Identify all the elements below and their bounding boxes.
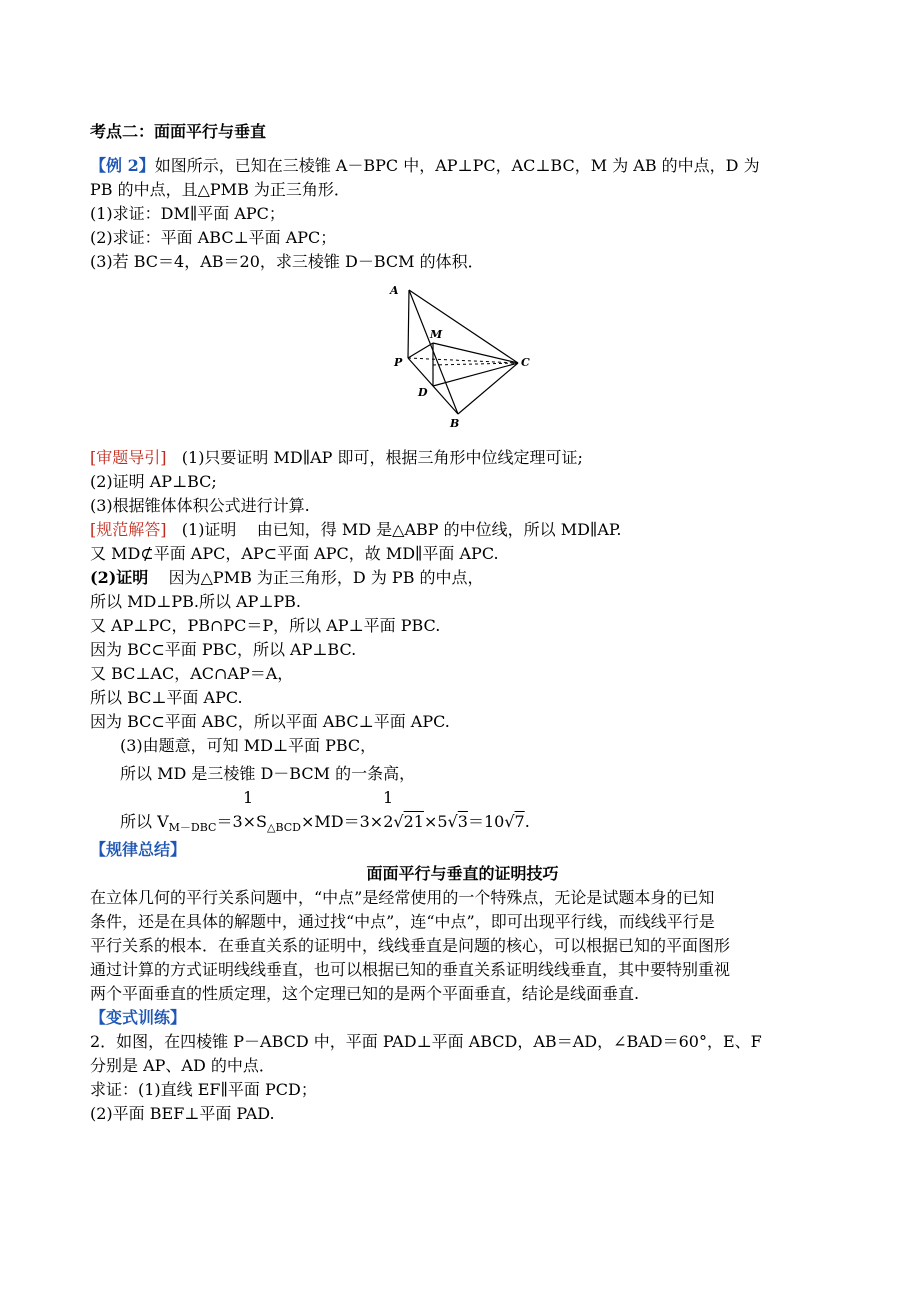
solution-tag: [规范解答] [90,520,167,539]
label-a: A [390,284,399,297]
question-1: (1)求证：DM∥平面 APC； [90,204,285,223]
solution-line-4: 所以 MD⊥PB.所以 AP⊥PB. [90,592,302,611]
summary-tag: 【规律总结】 [90,840,187,859]
example-line-1 [90,154,835,178]
label-m: M [430,328,443,341]
proof-1-label: (1)证明 [181,520,237,539]
example-tag: 【例 2】 [90,156,155,175]
question-2: (2)求证：平面 ABC⊥平面 APC； [90,228,337,247]
document-page [90,120,835,1126]
fraction-numerator-2: 1 [383,788,394,807]
label-p: P [394,356,403,369]
pyramid-diagram [380,280,540,430]
example-text-1: 如图所示，已知在三棱锥 A－BPC 中，AP⊥PC，AC⊥BC，M 为 AB 的中点，D 为 [154,156,760,175]
label-d: D [418,386,428,399]
volume-formula [90,786,835,838]
solution-line-11: 所以 MD 是三棱锥 D－BCM 的一条高， [120,764,416,783]
guide-line-1 [90,446,835,470]
practice-line-3: 求证：(1)直线 EF∥平面 PCD； [90,1080,317,1099]
solution-line-3 [90,566,835,590]
hidden-line [433,363,518,365]
edge-ac [409,290,518,363]
practice-tag: 【变式训练】 [90,1008,187,1027]
summary-para-5: 两个平面垂直的性质定理，这个定理已知的是两个平面垂直，结论是线面垂直. [90,984,640,1003]
proof-1-text: 由已知，得 MD 是△ABP 的中位线，所以 MD∥AP. [256,520,622,539]
formula-text: 所以 $V_{M-DBC}=3\times S_{\triangle BCD}\times MD=3\times 2√21\times 5√3=10√7$. [120,812,530,834]
fraction-numerator-1: 1 [243,788,254,807]
edge-mp [408,343,433,358]
solution-line-7: 又 BC⊥AC，AC∩AP＝A， [90,664,294,683]
solution-line-6: 因为 BC⊂平面 PBC，所以 AP⊥BC. [90,640,357,659]
solution-line-10: (3)由题意，可知 MD⊥平面 PBC， [120,736,377,755]
summary-para-4: 通过计算的方式证明线线垂直，也可以根据已知的垂直关系证明线线垂直，其中要特别重视 [90,960,731,979]
guide-tag: [审题导引] [90,448,167,467]
summary-para-1: 在立体几何的平行关系问题中，“中点”是经常使用的一个特殊点，无论是试题本身的已知 [90,888,715,907]
label-c: C [521,356,530,369]
solution-line-9: 因为 BC⊂平面 ABC，所以平面 ABC⊥平面 APC. [90,712,450,731]
proof-2-label: (2)证明 [90,568,149,587]
solution-line-2: 又 MD⊄平面 APC，AP⊂平面 APC，故 MD∥平面 APC. [90,544,499,563]
question-3: (3)若 BC＝4，AB＝20，求三棱锥 D－BCM 的体积． [90,252,484,271]
summary-title: 面面平行与垂直的证明技巧 [366,864,559,883]
guide-line-3: (3)根据锥体体积公式进行计算. [90,496,310,515]
solution-line-8: 所以 BC⊥平面 APC. [90,688,243,707]
solution-line-5: 又 AP⊥PC，PB∩PC＝P，所以 AP⊥平面 PBC. [90,616,441,635]
section-title: 考点二：面面平行与垂直 [90,122,267,141]
practice-line-2: 分别是 AP、AD 的中点． [90,1056,275,1075]
pyramid-figure [90,280,835,430]
proof-2-text: 因为△PMB 为正三角形，D 为 PB 的中点， [168,568,484,587]
summary-para-3: 平行关系的根本．在垂直关系的证明中，线线垂直是问题的核心，可以根据已知的平面图形 [90,936,731,955]
label-b: B [450,417,460,430]
solution-line-1 [90,518,835,542]
guide-text-1: (1)只要证明 MD∥AP 即可，根据三角形中位线定理可证; [181,448,583,467]
edge-ap [408,290,409,358]
practice-line-1: 2．如图，在四棱锥 P－ABCD 中，平面 PAD⊥平面 ABCD，AB＝AD，∠BAD＝60°，E、F [90,1032,762,1051]
practice-line-4: (2)平面 BEF⊥平面 PAD. [90,1104,275,1123]
summary-para-2: 条件，还是在具体的解题中，通过找“中点”，连“中点”，即可出现平行线，而线线平行是 [90,912,715,931]
example-line-2: PB 的中点，且△PMB 为正三角形． [90,180,350,199]
guide-line-2: (2)证明 AP⊥BC; [90,472,217,491]
